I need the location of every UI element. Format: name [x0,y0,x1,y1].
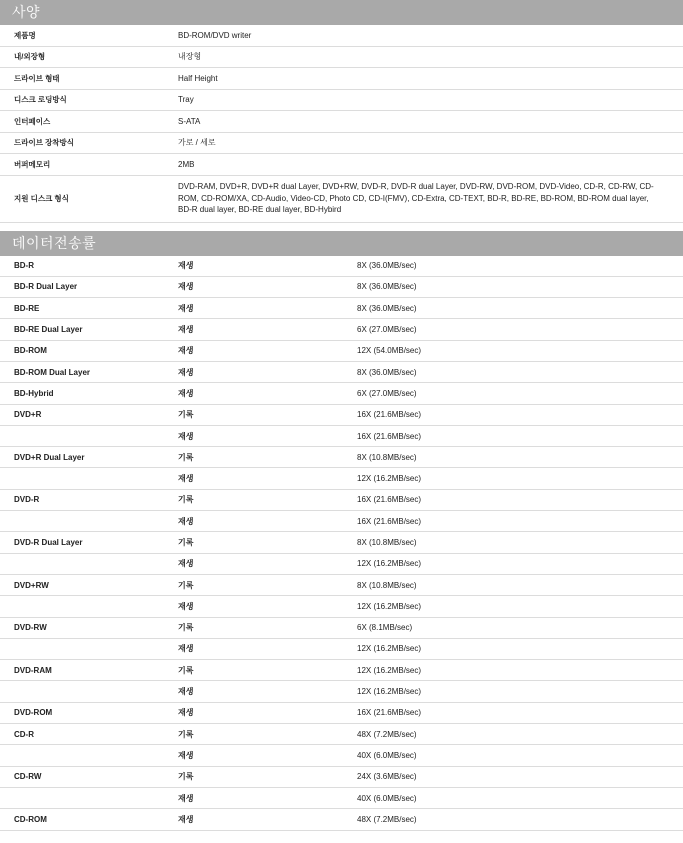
rate-mode: 기록 [176,489,353,510]
rate-model: CD-R [0,724,176,745]
rate-speed: 8X (10.8MB/sec) [353,574,683,595]
rate-model [0,638,176,659]
spec-label: 드라이브 장착방식 [0,132,176,154]
rate-mode: 기록 [176,617,353,638]
rate-model: BD-Hybrid [0,383,176,404]
rate-speed: 12X (16.2MB/sec) [353,596,683,617]
rate-mode: 재생 [176,383,353,404]
transfer-rate-row [0,383,683,404]
rate-mode: 기록 [176,532,353,553]
rate-model: DVD+RW [0,574,176,595]
rate-mode: 재생 [176,256,353,277]
rate-speed: 8X (36.0MB/sec) [353,361,683,382]
transfer-rate-row [0,766,683,787]
rate-speed: 8X (10.8MB/sec) [353,532,683,553]
rate-speed: 6X (8.1MB/sec) [353,617,683,638]
rate-model: BD-RE Dual Layer [0,319,176,340]
transfer-rate-section-title: 데이터전송률 [0,231,683,256]
rate-model: BD-R Dual Layer [0,276,176,297]
transfer-rate-row [0,787,683,808]
transfer-rate-row [0,724,683,745]
spec-section-title: 사양 [0,0,683,25]
rate-mode: 재생 [176,361,353,382]
spec-section [0,0,683,223]
rate-mode: 재생 [176,809,353,830]
spec-value: 내장형 [176,46,683,68]
transfer-rate-row [0,681,683,702]
rate-mode: 재생 [176,787,353,808]
section-spacer [0,223,683,231]
transfer-rate-row [0,276,683,297]
spec-value: S-ATA [176,111,683,133]
rate-mode: 재생 [176,553,353,574]
transfer-rate-row [0,638,683,659]
spec-row [0,89,683,111]
rate-speed: 16X (21.6MB/sec) [353,425,683,446]
spec-row [0,175,683,222]
spec-row [0,25,683,46]
transfer-rate-row [0,447,683,468]
rate-speed: 8X (36.0MB/sec) [353,276,683,297]
transfer-rate-row [0,319,683,340]
rate-mode: 재생 [176,681,353,702]
rate-mode: 재생 [176,276,353,297]
rate-mode: 기록 [176,447,353,468]
rate-model [0,553,176,574]
transfer-rate-row [0,574,683,595]
rate-model: DVD-RW [0,617,176,638]
rate-mode: 재생 [176,340,353,361]
rate-model: DVD-R Dual Layer [0,532,176,553]
rate-speed: 48X (7.2MB/sec) [353,724,683,745]
spec-row [0,154,683,176]
rate-model [0,468,176,489]
rate-model: CD-RW [0,766,176,787]
transfer-rate-row [0,361,683,382]
rate-model: DVD+R Dual Layer [0,447,176,468]
spec-value: BD-ROM/DVD writer [176,25,683,46]
transfer-rate-row [0,468,683,489]
rate-mode: 재생 [176,468,353,489]
spec-value: 가로 / 세로 [176,132,683,154]
spec-label: 드라이브 형태 [0,68,176,90]
rate-model: BD-ROM [0,340,176,361]
transfer-rate-row [0,532,683,553]
rate-speed: 12X (16.2MB/sec) [353,468,683,489]
rate-mode: 재생 [176,319,353,340]
rate-speed: 8X (36.0MB/sec) [353,256,683,277]
spec-value: Tray [176,89,683,111]
transfer-rate-row [0,404,683,425]
rate-mode: 재생 [176,702,353,723]
rate-speed: 40X (6.0MB/sec) [353,787,683,808]
rate-mode: 기록 [176,574,353,595]
transfer-rate-table [0,256,683,831]
transfer-rate-row [0,809,683,830]
rate-model [0,425,176,446]
spec-value: Half Height [176,68,683,90]
rate-model: BD-R [0,256,176,277]
transfer-rate-row [0,553,683,574]
spec-row [0,68,683,90]
rate-mode: 재생 [176,638,353,659]
transfer-rate-row [0,702,683,723]
rate-mode: 기록 [176,660,353,681]
rate-model [0,511,176,532]
rate-mode: 기록 [176,766,353,787]
rate-mode: 재생 [176,745,353,766]
rate-model: CD-ROM [0,809,176,830]
rate-speed: 12X (54.0MB/sec) [353,340,683,361]
transfer-rate-row [0,660,683,681]
rate-model: DVD-R [0,489,176,510]
spec-table [0,25,683,223]
transfer-rate-row [0,596,683,617]
rate-speed: 12X (16.2MB/sec) [353,681,683,702]
transfer-rate-row [0,425,683,446]
spec-label: 버퍼메모리 [0,154,176,176]
transfer-rate-row [0,256,683,277]
rate-speed: 16X (21.6MB/sec) [353,702,683,723]
spec-table-body [0,25,683,222]
spec-label: 제품명 [0,25,176,46]
transfer-rate-section [0,231,683,831]
transfer-rate-row [0,617,683,638]
rate-speed: 12X (16.2MB/sec) [353,638,683,659]
rate-mode: 재생 [176,425,353,446]
spec-row [0,132,683,154]
transfer-rate-row [0,340,683,361]
transfer-rate-row [0,489,683,510]
rate-speed: 16X (21.6MB/sec) [353,511,683,532]
rate-model: DVD-RAM [0,660,176,681]
rate-mode: 기록 [176,404,353,425]
rate-speed: 24X (3.6MB/sec) [353,766,683,787]
rate-speed: 6X (27.0MB/sec) [353,383,683,404]
rate-model: DVD+R [0,404,176,425]
spec-value: DVD-RAM, DVD+R, DVD+R dual Layer, DVD+RW, DVD-R, DVD-R dual Layer, DVD-RW, DVD-ROM, DVD-Video, CD-R, CD-RW, CD-ROM, CD-ROM/XA, CD-Audio, Video-CD, Photo CD, CD-I(FMV), CD-Extra, CD-TEXT, BD-R, BD-RE, BD-ROM, BD-ROM dual layer, BD-R dual layer, BD-RE dual layer, BD-Hybird [176,175,683,222]
rate-model: BD-RE [0,298,176,319]
rate-model: DVD-ROM [0,702,176,723]
rate-speed: 8X (36.0MB/sec) [353,298,683,319]
rate-mode: 기록 [176,724,353,745]
spec-label: 지원 디스크 형식 [0,175,176,222]
rate-speed: 12X (16.2MB/sec) [353,660,683,681]
rate-speed: 8X (10.8MB/sec) [353,447,683,468]
spec-row [0,46,683,68]
transfer-rate-row [0,511,683,532]
rate-mode: 재생 [176,596,353,617]
spec-label: 인터페이스 [0,111,176,133]
rate-model [0,787,176,808]
rate-speed: 48X (7.2MB/sec) [353,809,683,830]
rate-speed: 6X (27.0MB/sec) [353,319,683,340]
transfer-rate-row [0,298,683,319]
rate-speed: 12X (16.2MB/sec) [353,553,683,574]
rate-mode: 재생 [176,298,353,319]
transfer-rate-row [0,745,683,766]
rate-model: BD-ROM Dual Layer [0,361,176,382]
rate-model [0,745,176,766]
spec-row [0,111,683,133]
spec-label: 디스크 로딩방식 [0,89,176,111]
rate-speed: 16X (21.6MB/sec) [353,489,683,510]
rate-mode: 재생 [176,511,353,532]
rate-model [0,681,176,702]
transfer-rate-table-body [0,256,683,831]
rate-model [0,596,176,617]
rate-speed: 40X (6.0MB/sec) [353,745,683,766]
rate-speed: 16X (21.6MB/sec) [353,404,683,425]
spec-value: 2MB [176,154,683,176]
spec-label: 내/외장형 [0,46,176,68]
